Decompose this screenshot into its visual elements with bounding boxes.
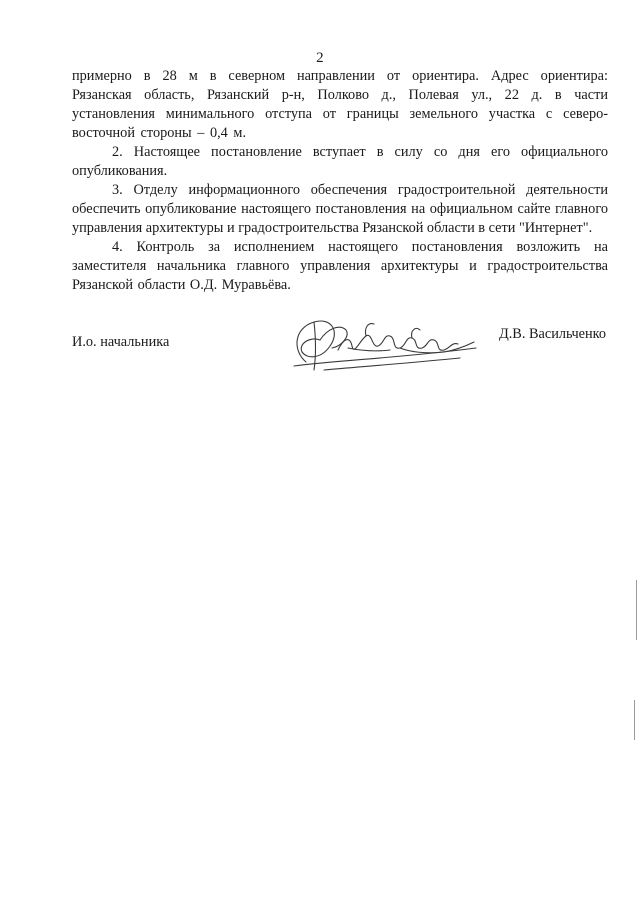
paragraph-4: 4. Контроль за исполнением настоящего постановления возложить на заместителя начальника главного управления архитектуры и градостроительства Рязанской области О.Д. Муравьёва.: [72, 239, 608, 293]
signature-block: [72, 326, 608, 372]
scan-artifact: [634, 700, 635, 740]
page-number: 2: [316, 50, 324, 66]
paragraph-3: 3. Отделу информационного обеспечения градостроительной деятельности обеспечить опубликование настоящего постановления на официальном сайте главного управления архитектуры и градостроительства Рязанской области в сети "Интернет".: [72, 182, 608, 236]
scan-artifact: [636, 580, 637, 640]
signatory-name: Д.В. Васильченко: [498, 326, 606, 342]
paragraph-1: примерно в 28 м в северном направлении от ориентира. Адрес ориентира: Рязанская область, Рязанский р-н, Полково д., Полевая ул., 22 д. в части установления минимального отступа от границы земельного участка с северо-восточной стороны – 0,4 м.: [72, 68, 608, 141]
signatory-title: И.о. начальника: [72, 334, 170, 350]
document-body: [72, 67, 608, 295]
paragraph-2: 2. Настоящее постановление вступает в силу со дня его официального опубликования.: [72, 144, 608, 179]
